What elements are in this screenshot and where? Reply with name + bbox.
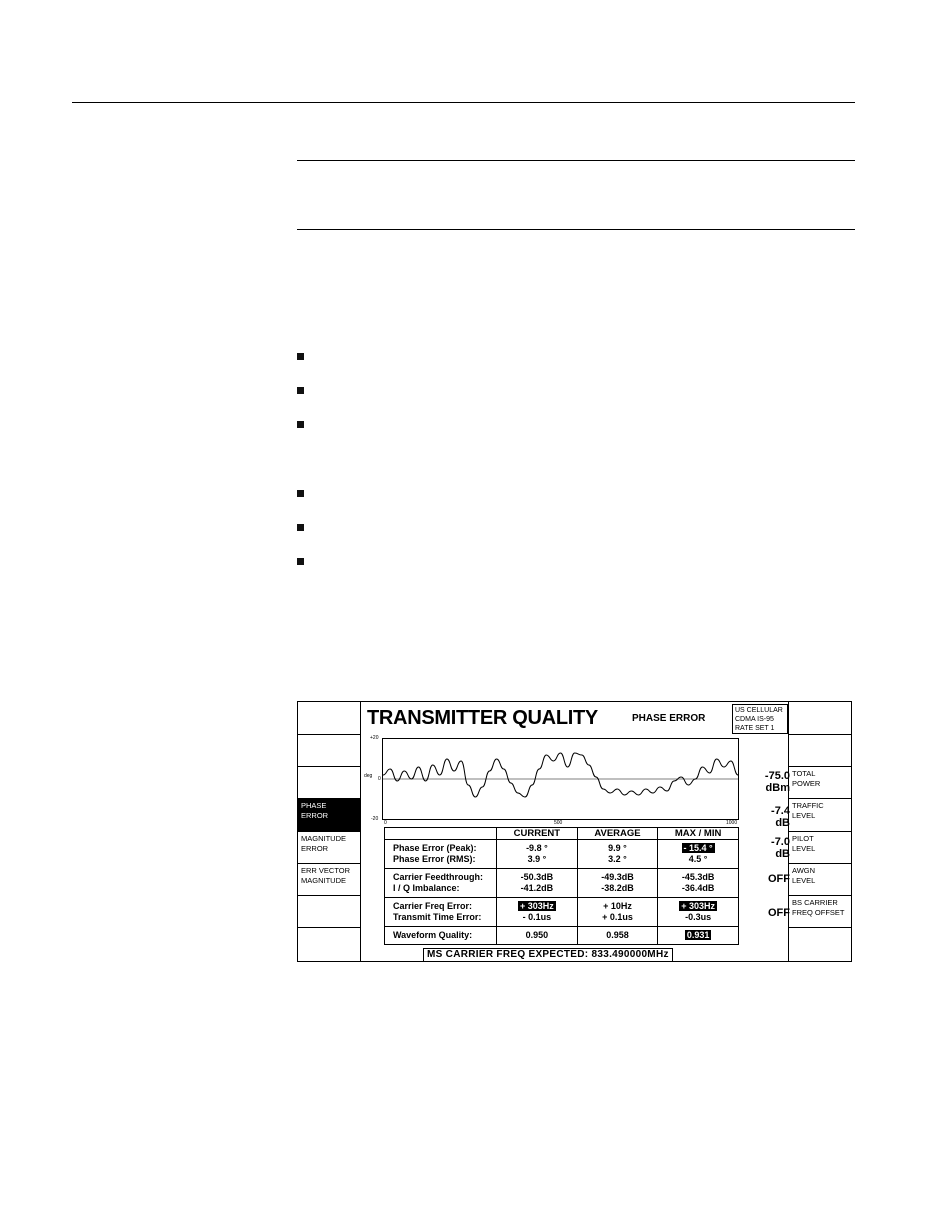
row-label: Phase Error (Peak): xyxy=(385,840,497,855)
right-softkey-2[interactable] xyxy=(789,735,851,767)
maxmin-cell xyxy=(658,898,739,913)
carrier-freq-expected: MS CARRIER FREQ EXPECTED: 833.490000MHz xyxy=(423,948,673,962)
softkey-awgn-level[interactable] xyxy=(789,864,851,896)
softkey-label: ERROR xyxy=(301,811,329,820)
left-softkey-3[interactable] xyxy=(298,767,360,799)
readout-value: -7.4 xyxy=(771,805,790,817)
average-value: -49.3dB xyxy=(577,869,657,884)
left-softkey-2[interactable] xyxy=(298,735,360,767)
current-value: - 0.1us xyxy=(497,912,578,927)
softkey-label: ERR VECTOR xyxy=(301,866,351,875)
x-tick-label: 1000 xyxy=(726,820,738,826)
maxmin-value: + 303Hz xyxy=(681,901,715,911)
softkey-phase-error[interactable] xyxy=(298,799,360,832)
softkey-magnitude-error[interactable] xyxy=(298,832,360,864)
softkey-traffic-level[interactable] xyxy=(789,799,851,832)
row-label: I / Q Imbalance: xyxy=(385,883,497,898)
phase-error-trace xyxy=(383,753,738,797)
softkey-label: TOTAL xyxy=(792,769,816,778)
readout-unit: dBm xyxy=(765,782,790,794)
softkey-label: ERROR xyxy=(301,844,329,853)
current-value: 0.950 xyxy=(497,927,578,945)
table-row xyxy=(385,854,739,869)
softkey-label: BS CARRIER xyxy=(792,898,838,907)
column-header: MAX / MIN xyxy=(658,828,739,840)
softkey-label: MAGNITUDE xyxy=(301,876,346,885)
softkey-label: MAGNITUDE xyxy=(301,834,346,843)
softkey-label: AWGN xyxy=(792,866,816,875)
row-label: Transmit Time Error: xyxy=(385,912,497,927)
table-row xyxy=(385,883,739,898)
maxmin-value: - 15.4 ° xyxy=(683,843,713,853)
x-tick-label: 0 xyxy=(384,820,387,826)
bs-carrier-offset-readout xyxy=(748,907,790,919)
softkey-err-vector-magnitude[interactable] xyxy=(298,864,360,896)
softkey-label: PHASE xyxy=(301,801,327,810)
left-softkey-column xyxy=(298,702,361,961)
maxmin-value: -0.3us xyxy=(658,912,739,927)
average-value: -38.2dB xyxy=(577,883,657,898)
average-value: 0.958 xyxy=(577,927,657,945)
y-tick-label: +20 xyxy=(370,735,379,741)
x-tick-label: 500 xyxy=(554,820,563,826)
current-value: -9.8 ° xyxy=(497,840,578,855)
column-header: AVERAGE xyxy=(577,828,657,840)
standard-line: CDMA IS-95 xyxy=(735,716,774,723)
column-header xyxy=(385,828,497,840)
softkey-total-power[interactable] xyxy=(789,767,851,799)
right-softkey-column xyxy=(788,702,851,961)
screen-title: TRANSMITTER QUALITY xyxy=(367,707,598,729)
pilot-level-readout xyxy=(748,836,790,860)
total-power-readout xyxy=(748,770,790,794)
readout-value: OFF xyxy=(768,907,790,919)
y-tick-label: -20 xyxy=(371,816,379,822)
average-value: 3.2 ° xyxy=(577,854,657,869)
standard-line: US CELLULAR xyxy=(735,707,783,714)
table-row xyxy=(385,927,739,945)
current-value: 3.9 ° xyxy=(497,854,578,869)
readout-unit: dB xyxy=(775,817,790,829)
maxmin-cell xyxy=(658,927,739,945)
softkey-label: FREQ OFFSET xyxy=(792,908,845,917)
softkey-label: LEVEL xyxy=(792,811,816,820)
current-value: -41.2dB xyxy=(497,883,578,898)
softkey-label: PILOT xyxy=(792,834,814,843)
maxmin-value: -36.4dB xyxy=(658,883,739,898)
right-softkey-1[interactable] xyxy=(789,702,851,735)
average-value: + 0.1us xyxy=(577,912,657,927)
row-label: Waveform Quality: xyxy=(385,927,497,945)
table-row xyxy=(385,869,739,884)
current-value: + 303Hz xyxy=(519,901,554,911)
softkey-label: LEVEL xyxy=(792,876,816,885)
instrument-screen-figure xyxy=(297,701,852,962)
current-value: -50.3dB xyxy=(497,869,578,884)
current-cell xyxy=(497,898,578,913)
table-row xyxy=(385,912,739,927)
row-label: Phase Error (RMS): xyxy=(385,854,497,869)
softkey-label: POWER xyxy=(792,779,821,788)
phase-error-svg xyxy=(383,739,738,819)
left-softkey-1[interactable] xyxy=(298,702,360,735)
y-tick-label: 0 xyxy=(378,776,381,782)
table-row xyxy=(385,898,739,913)
y-unit-label: deg xyxy=(364,773,373,779)
maxmin-value: -45.3dB xyxy=(658,869,739,884)
softkey-label: TRAFFIC xyxy=(792,801,824,810)
bullet-marker xyxy=(297,558,304,565)
softkey-pilot-level[interactable] xyxy=(789,832,851,864)
standard-info-box xyxy=(732,704,788,734)
bullet-marker xyxy=(297,421,304,428)
maxmin-cell xyxy=(658,840,739,855)
left-softkey-7[interactable] xyxy=(298,896,360,928)
maxmin-value: 0.931 xyxy=(686,930,710,940)
right-softkey-8[interactable] xyxy=(789,928,851,961)
traffic-level-readout xyxy=(748,805,790,829)
row-label: Carrier Freq Error: xyxy=(385,898,497,913)
column-header: CURRENT xyxy=(497,828,578,840)
softkey-bs-carrier-freq-offset[interactable] xyxy=(789,896,851,928)
softkey-label: LEVEL xyxy=(792,844,816,853)
measurement-table xyxy=(384,827,739,945)
left-softkey-8[interactable] xyxy=(298,928,360,961)
readout-value: -7.0 xyxy=(771,836,790,848)
bullet-marker xyxy=(297,524,304,531)
average-value: 9.9 ° xyxy=(577,840,657,855)
standard-line: RATE SET 1 xyxy=(735,725,775,732)
bullet-marker xyxy=(297,387,304,394)
awgn-level-readout xyxy=(748,873,790,885)
row-label: Carrier Feedthrough: xyxy=(385,869,497,884)
section-rule-top xyxy=(297,160,855,161)
maxmin-value: 4.5 ° xyxy=(658,854,739,869)
page-top-rule xyxy=(72,102,855,103)
section-rule-bottom xyxy=(297,229,855,230)
readout-value: OFF xyxy=(768,873,790,885)
bullet-marker xyxy=(297,490,304,497)
table-row xyxy=(385,840,739,855)
screen-subtitle: PHASE ERROR xyxy=(632,713,706,724)
average-value: + 10Hz xyxy=(577,898,657,913)
readout-unit: dB xyxy=(775,848,790,860)
bullet-marker xyxy=(297,353,304,360)
phase-error-plot xyxy=(382,738,739,820)
readout-value: -75.0 xyxy=(764,770,790,782)
table-header-row xyxy=(385,828,739,840)
